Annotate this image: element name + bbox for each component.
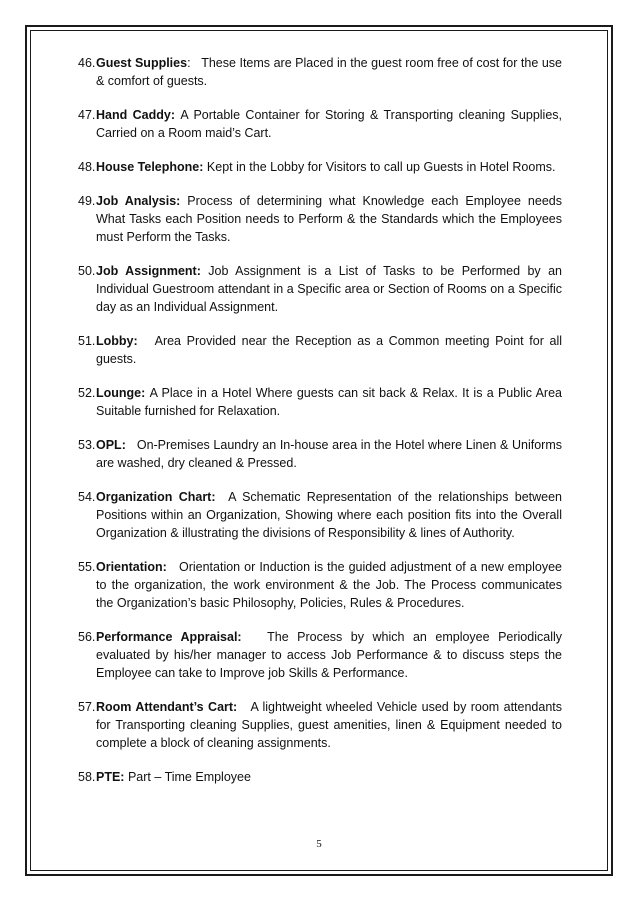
item-term: Guest Supplies — [96, 56, 188, 70]
item-number: 49. — [78, 194, 96, 208]
item-number: 50. — [78, 264, 96, 278]
glossary-list — [78, 54, 562, 802]
glossary-item-51 — [78, 332, 562, 368]
glossary-item-48 — [78, 158, 562, 176]
glossary-item-54 — [78, 488, 562, 542]
item-definition: Area Provided near the Reception as a Common meeting Point for all guests. — [96, 334, 563, 366]
item-term: House Telephone: — [96, 160, 204, 174]
item-number: 51. — [78, 334, 96, 348]
item-definition: A Schematic Representation of the relationships between Positions within an Organization, Showing where each position fits into the Overall Organization & illustrating the divisions of Responsibility & lines of Authority. — [96, 490, 563, 540]
glossary-item-56 — [78, 628, 562, 682]
item-number: 53. — [78, 438, 96, 452]
item-term: OPL: — [96, 438, 126, 452]
glossary-item-53 — [78, 436, 562, 472]
item-term: Job Assignment: — [96, 264, 201, 278]
item-term: PTE: — [96, 770, 125, 784]
item-definition: A Portable Container for Storing & Transporting cleaning Supplies, Carried on a Room maid’s Cart. — [96, 108, 562, 140]
item-definition: A lightweight wheeled Vehicle used by room attendants for Transporting cleaning Supplies, guest amenities, linen & Equipment needed to complete a block of cleaning assignments. — [96, 700, 563, 750]
item-number: 48. — [78, 160, 96, 174]
item-term: Room Attendant’s Cart: — [96, 700, 238, 714]
glossary-item-55 — [78, 558, 562, 612]
item-definition: Part – Time Employee — [127, 770, 251, 784]
glossary-item-49 — [78, 192, 562, 246]
item-number: 47. — [78, 108, 96, 122]
item-term: Performance Appraisal: — [96, 630, 242, 644]
item-definition: Job Assignment is a List of Tasks to be Performed by an Individual Guestroom attendant in a Specific area or Section of Rooms on a Specific day as an Individual Assignment. — [96, 264, 562, 314]
item-definition: On-Premises Laundry an In-house area in the Hotel where Linen & Uniforms are washed, dry cleaned & Pressed. — [96, 438, 563, 470]
item-separator: : — [187, 56, 191, 70]
glossary-item-52 — [78, 384, 562, 420]
item-number: 52. — [78, 386, 96, 400]
item-term: Lobby: — [96, 334, 138, 348]
item-term: Job Analysis: — [96, 194, 181, 208]
page-number: 5 — [316, 838, 322, 850]
item-number: 54. — [78, 490, 96, 504]
item-definition: These Items are Placed in the guest room free of cost for the use & comfort of guests. — [96, 56, 563, 88]
item-number: 56. — [78, 630, 96, 644]
item-definition: Orientation or Induction is the guided adjustment of a new employee to the organization, the work environment & the Job. The Process communicates the Organization’s basic Philosophy, Policies, Rules & Procedures. — [96, 560, 562, 610]
item-term: Hand Caddy: — [96, 108, 176, 122]
item-number: 57. — [78, 700, 96, 714]
item-term: Lounge: — [96, 386, 146, 400]
glossary-item-58 — [78, 768, 562, 786]
item-definition: Kept in the Lobby for Visitors to call up Guests in Hotel Rooms. — [206, 160, 556, 174]
item-term: Organization Chart: — [96, 490, 216, 504]
item-term: Orientation: — [96, 560, 167, 574]
item-number: 58. — [78, 770, 96, 784]
item-number: 46. — [78, 56, 96, 70]
glossary-item-57 — [78, 698, 562, 752]
glossary-item-46 — [78, 54, 562, 90]
item-definition: Process of determining what Knowledge each Employee needs What Tasks each Position needs to Perform & the Standards which the Employees must Perform the Tasks. — [96, 194, 562, 244]
glossary-item-47 — [78, 106, 562, 142]
item-definition: The Process by which an employee Periodically evaluated by his/her manager to access Job Performance & to discuss steps the Employee can take to Improve job Skills & Performance. — [96, 630, 562, 680]
item-number: 55. — [78, 560, 96, 574]
glossary-item-50 — [78, 262, 562, 316]
item-definition: A Place in a Hotel Where guests can sit back & Relax. It is a Public Area Suitable furnished for Relaxation. — [96, 386, 562, 418]
